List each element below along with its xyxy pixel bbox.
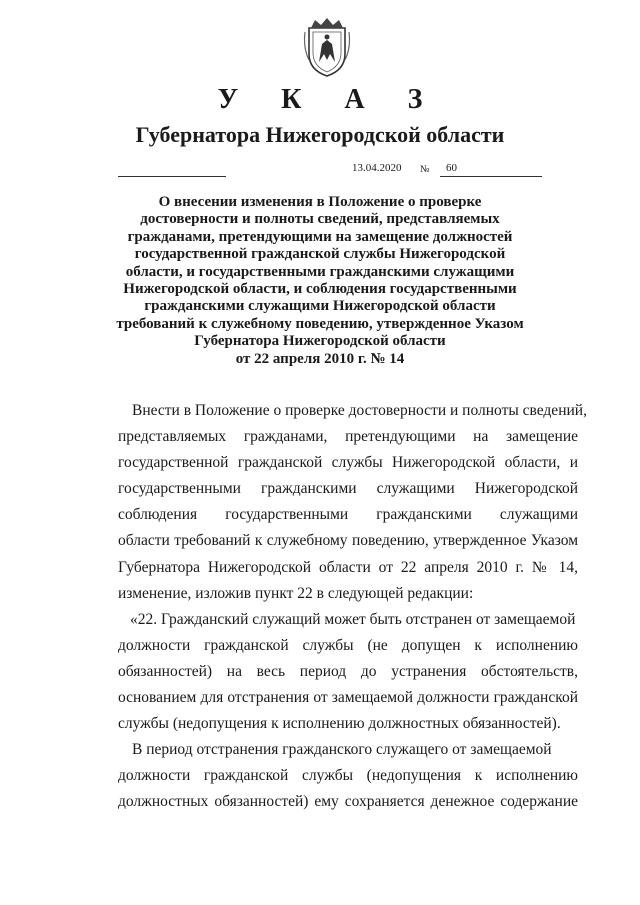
coat-of-arms-icon [303, 18, 351, 78]
signature-line-left [118, 176, 226, 177]
heading-line: государственной гражданской службы Нижегородской [134, 246, 506, 263]
body-line: должностных обязанностей) ему сохраняется денежное содержание [118, 793, 578, 811]
body-line: «22. Гражданский служащий может быть отстранен от замещаемой [130, 610, 576, 628]
body-line: представляемых гражданами, претендующими на замещение [118, 428, 578, 446]
body-line: государственной гражданской службы Нижегородской области, и [118, 454, 578, 472]
number-line [440, 176, 542, 177]
body-line: соблюдения государственными гражданскими служащими [118, 506, 578, 524]
number-sign: № [420, 164, 430, 175]
document-date: 13.04.2020 [352, 162, 402, 174]
body-line: В период отстранения гражданского служащего от замещаемой [132, 741, 552, 759]
document-heading [100, 194, 540, 368]
document-body [118, 398, 587, 816]
heading-line: гражданскими служащими Нижегородской области [144, 298, 496, 315]
body-line: обязанностей) на весь период до устранения обстоятельств, [118, 662, 578, 680]
body-line: Внести в Положение о проверке достоверности и полноты сведений, [132, 402, 587, 419]
issuer-title: Губернатора Нижегородской области [135, 122, 505, 147]
heading-line: Нижегородской области, и соблюдения государственными [123, 281, 517, 298]
body-line: изменение, изложив пункт 22 в следующей редакции: [118, 584, 474, 602]
heading-line: области, и государственными гражданскими служащими [125, 263, 515, 280]
heading-line: О внесении изменения в Положение о проверке [158, 194, 482, 210]
body-line: основанием для отстранения от замещаемой должности гражданской [118, 689, 578, 707]
heading-line: требований к служебному поведению, утвержденное Указом [116, 315, 524, 332]
body-line: области требований к служебному поведению, утвержденное Указом [118, 532, 578, 550]
body-line: должности гражданской службы (не допущен к исполнению [118, 636, 578, 654]
body-line: государственными гражданскими служащими Нижегородской [118, 480, 578, 498]
document-number: 60 [446, 162, 457, 174]
body-line: службы (недопущения к исполнению должностных обязанностей). [118, 715, 561, 733]
heading-line: от 22 апреля 2010 г. № 14 [235, 350, 405, 367]
heading-line: гражданами, претендующими на замещение должностей [127, 228, 513, 245]
body-line: Губернатора Нижегородской области от 22 апреля 2010 г. № 14, [118, 558, 578, 576]
document-title: У К А З [217, 84, 441, 115]
heading-line: достоверности и полноты сведений, представляемых [140, 211, 500, 228]
heading-line: Губернатора Нижегородской области [194, 333, 446, 350]
body-line: должности гражданской службы (недопущения к исполнению [118, 767, 578, 785]
